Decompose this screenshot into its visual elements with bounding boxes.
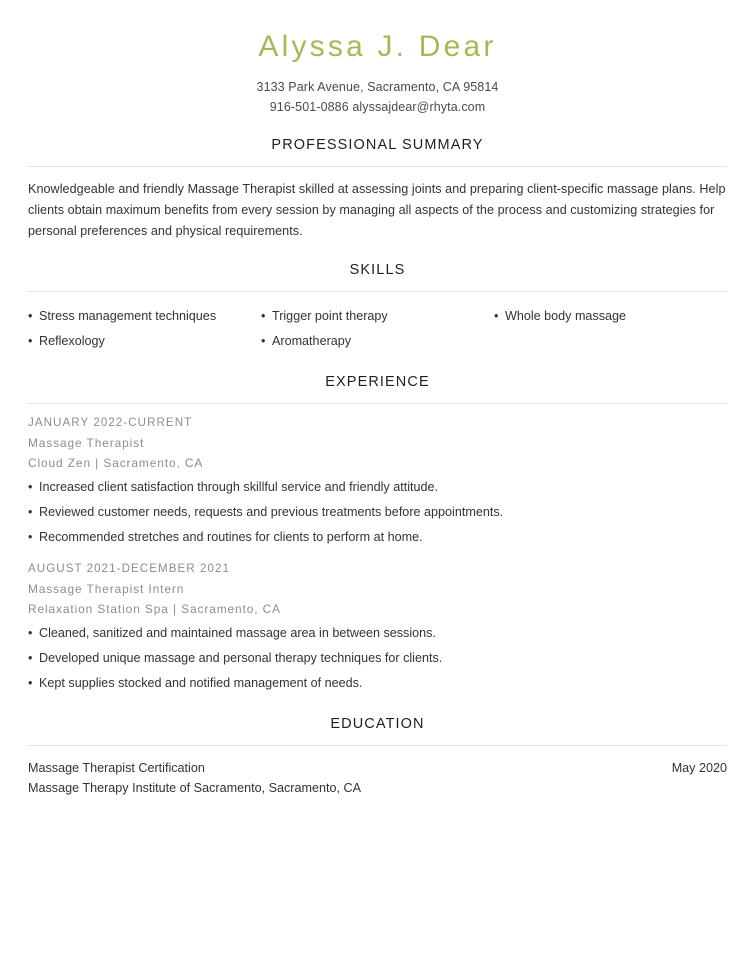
experience-role: Massage Therapist Intern xyxy=(28,581,185,596)
experience-bullet-text: Cleaned, sanitized and maintained massage area in between sessions. xyxy=(39,625,436,640)
section-divider xyxy=(28,166,727,167)
experience-bullet xyxy=(28,646,727,671)
experience-role: Massage Therapist xyxy=(28,435,145,450)
experience-company: Relaxation Station Spa | Sacramento, CA xyxy=(28,601,281,616)
bullet-icon: • xyxy=(28,675,33,690)
experience-bullet xyxy=(28,475,727,500)
experience-bullet xyxy=(28,621,727,646)
resume-header xyxy=(28,0,727,117)
summary-text: Knowledgeable and friendly Massage Therapist skilled at assessing joints and preparing client-specific massage plans. Help clients obtain maximum benefits from every session by managing all aspects of the process and customizing strategies for personal preferences and physical requirements. xyxy=(28,181,726,238)
education-school: Massage Therapy Institute of Sacramento, Sacramento, CA xyxy=(28,780,361,795)
contact-address: 3133 Park Avenue, Sacramento, CA 95814 xyxy=(256,79,499,94)
skills-column xyxy=(261,304,494,354)
skill-item xyxy=(28,329,261,354)
section-divider xyxy=(28,291,727,292)
section-title-summary: PROFESSIONAL SUMMARY xyxy=(271,136,484,153)
experience-date: JANUARY 2022-CURRENT xyxy=(28,415,193,429)
contact-phone-email: 916-501-0886 alyssajdear@rhyta.com xyxy=(269,99,486,114)
section-education xyxy=(28,714,727,798)
experience-bullets xyxy=(28,621,727,696)
section-title-education: EDUCATION xyxy=(330,715,425,732)
skill-item xyxy=(261,329,494,354)
bullet-icon: • xyxy=(28,504,33,519)
experience-bullet xyxy=(28,525,727,550)
bullet-icon: • xyxy=(28,308,33,323)
bullet-icon: • xyxy=(28,479,33,494)
bullet-icon: • xyxy=(260,333,266,348)
bullet-icon: • xyxy=(28,625,33,640)
experience-bullets xyxy=(28,475,727,550)
skill-label: Reflexology xyxy=(39,333,105,348)
skill-label: Stress management techniques xyxy=(39,308,217,323)
experience-date: AUGUST 2021-DECEMBER 2021 xyxy=(28,561,230,575)
candidate-name: Alyssa J. Dear xyxy=(258,30,497,63)
education-date: May 2020 xyxy=(671,760,727,775)
experience-bullet-text: Recommended stretches and routines for clients to perform at home. xyxy=(39,529,423,544)
education-row xyxy=(28,758,727,778)
section-experience xyxy=(28,372,727,696)
experience-entry xyxy=(28,559,727,696)
skill-item xyxy=(28,304,261,329)
section-title-experience: EXPERIENCE xyxy=(325,373,430,390)
education-entry xyxy=(28,758,727,798)
experience-company: Cloud Zen | Sacramento, CA xyxy=(28,455,204,470)
skills-column xyxy=(28,304,261,354)
bullet-icon: • xyxy=(260,308,266,323)
experience-bullet xyxy=(28,671,727,696)
skill-label: Whole body massage xyxy=(504,308,627,323)
section-title-skills: SKILLS xyxy=(349,261,406,278)
skills-column xyxy=(494,304,727,354)
section-divider xyxy=(28,403,727,404)
skills-grid xyxy=(28,304,727,354)
skill-label: Aromatherapy xyxy=(271,333,352,348)
skill-item xyxy=(261,304,494,329)
experience-bullet-text: Reviewed customer needs, requests and previous treatments before appointments. xyxy=(39,504,504,519)
bullet-icon: • xyxy=(28,333,33,348)
bullet-icon: • xyxy=(28,529,33,544)
section-professional-summary xyxy=(28,135,727,242)
experience-bullet-text: Developed unique massage and personal therapy techniques for clients. xyxy=(39,650,443,665)
contact-block xyxy=(28,77,727,117)
education-degree: Massage Therapist Certification xyxy=(28,760,205,775)
bullet-icon: • xyxy=(493,308,499,323)
bullet-icon: • xyxy=(28,650,33,665)
experience-bullet-text: Increased client satisfaction through skillful service and friendly attitude. xyxy=(39,479,439,494)
experience-bullet-text: Kept supplies stocked and notified management of needs. xyxy=(39,675,363,690)
skill-item xyxy=(494,304,727,329)
experience-bullet xyxy=(28,500,727,525)
skill-label: Trigger point therapy xyxy=(271,308,388,323)
section-divider xyxy=(28,745,727,746)
experience-entry xyxy=(28,413,727,550)
section-skills xyxy=(28,260,727,354)
